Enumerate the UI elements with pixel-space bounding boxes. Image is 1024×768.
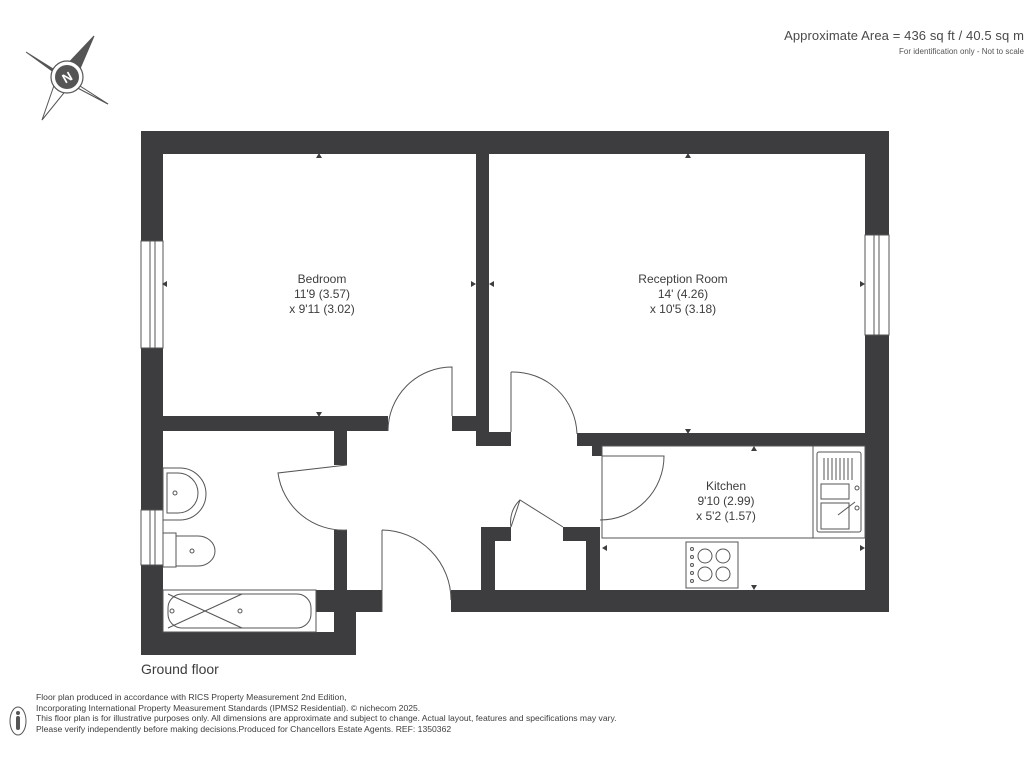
toilet-icon: [163, 533, 215, 567]
kitchen-name: Kitchen: [705, 479, 747, 493]
room-bedroom: [289, 272, 354, 316]
disclaimer: [36, 692, 736, 734]
disclaimer-line: Incorporating International Property Measurement Standards (IPMS2 Residential). © nichecom 2025.: [36, 702, 421, 713]
bedroom-dim1: 11'9 (3.57): [293, 287, 351, 301]
compass-letter: N: [59, 68, 76, 87]
disclaimer-line: Please verify independently before making decisions.Produced for Chancellors Estate Agents. REF: 1350362: [36, 723, 452, 734]
walls: [141, 131, 889, 655]
bedroom-name: Bedroom: [297, 272, 347, 286]
person-icon: [9, 706, 27, 736]
sink-drainer-icon: [821, 458, 859, 529]
bathtub-icon: [163, 590, 316, 632]
reception-dim2: x 10'5 (3.18): [649, 302, 717, 316]
floor-name: Ground floor: [141, 661, 219, 677]
scale-note: For identification only - Not to scale: [899, 47, 1024, 56]
reception-name: Reception Room: [638, 272, 728, 286]
room-reception: [638, 272, 727, 316]
approximate-area: Approximate Area = 436 sq ft / 40.5 sq m: [784, 28, 1024, 43]
bedroom-dim2: x 9'11 (3.02): [289, 302, 355, 316]
kitchen-dim2: x 5'2 (1.57): [696, 509, 756, 523]
bathroom-fittings: [163, 468, 316, 632]
disclaimer-line: Floor plan produced in accordance with RICS Property Measurement 2nd Edition,: [36, 692, 347, 702]
disclaimer-line: This floor plan is for illustrative purposes only. All dimensions are approximate and subject to change. Actual layout, features and specifications may vary.: [36, 713, 617, 724]
reception-dim1: 14' (4.26): [657, 287, 709, 301]
room-kitchen: [696, 479, 756, 523]
wash-basin-icon: [163, 468, 206, 520]
kitchen-dim1: 9'10 (2.99): [697, 494, 755, 508]
hob-icon: [686, 542, 738, 588]
compass-north-icon: [26, 36, 108, 120]
